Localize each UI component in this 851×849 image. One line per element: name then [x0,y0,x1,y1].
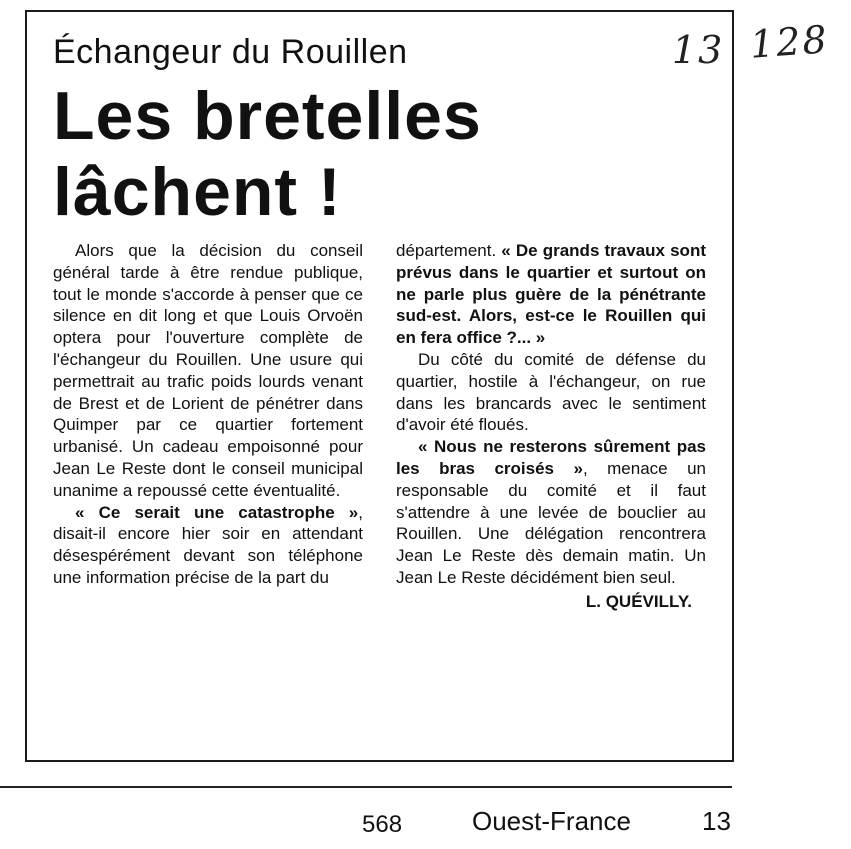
paragraph [53,502,363,589]
paragraph: Alors que la décision du conseil général tarde à être rendue publique, tout le monde s'accorde à penser que ce silence en dit long et que Louis Orvoën optera pour l'ouverture complète de l'échangeur du Rouillen. Une usure qui permettrait au trafic poids lourds venant de Brest et de Lorient de pénétrer dans Quimper par ce quartier fortement urbanisé. Un cadeau empoisonné pour Jean Le Reste dont le conseil municipal unanime a repoussé cette éventualité. [53,241,363,500]
paragraph-text: département. [396,241,502,260]
column-right [396,240,706,613]
footer-page-number: 568 [362,811,403,838]
column-left [53,240,363,613]
paragraph [396,436,706,589]
paragraph: Du côté du comité de défense du quartier, hostile à l'échangeur, on rue dans les brancards avec le sentiment d'avoir été floués. [396,349,706,435]
handwritten-note-right: 128 [748,17,830,67]
footer-newspaper-name: Ouest-France [472,806,631,836]
paragraph [396,240,706,349]
article-headline [53,78,706,230]
headline-line-2: lâchent ! [53,154,342,230]
footer-issue-number: 13 [702,806,731,836]
handwritten-note-left: 13 [672,28,725,72]
footer-rule [0,786,732,788]
quote: « Nous ne resterons sûrement pas les bras croisés » [396,437,706,478]
article-kicker: Échangeur du Rouillen [53,33,408,71]
article-columns [53,240,706,613]
paragraph-text: , disait-il encore hier soir en attendant désespérément devant son téléphone une information précise de la part du [53,502,363,587]
newspaper-clipping [25,10,734,762]
headline-line-1: Les bretelles [53,78,482,154]
quote: « Ce serait une catastrophe » [75,502,359,522]
paragraph-text: , menace un responsable du comité et il faut s'attendre à une levée de bouclier au Rouillen. Une délégation rencontrera Jean Le Reste dès demain matin. Un Jean Le Reste décidément bien seul. [396,458,706,587]
quote: « De grands travaux sont prévus dans le quartier et surtout on ne parle plus guère de la pénétrante sud-est. Alors, est-ce le Rouillen qui en fera office ?... » [396,241,706,348]
author-signature: L. QUÉVILLY. [585,591,692,611]
